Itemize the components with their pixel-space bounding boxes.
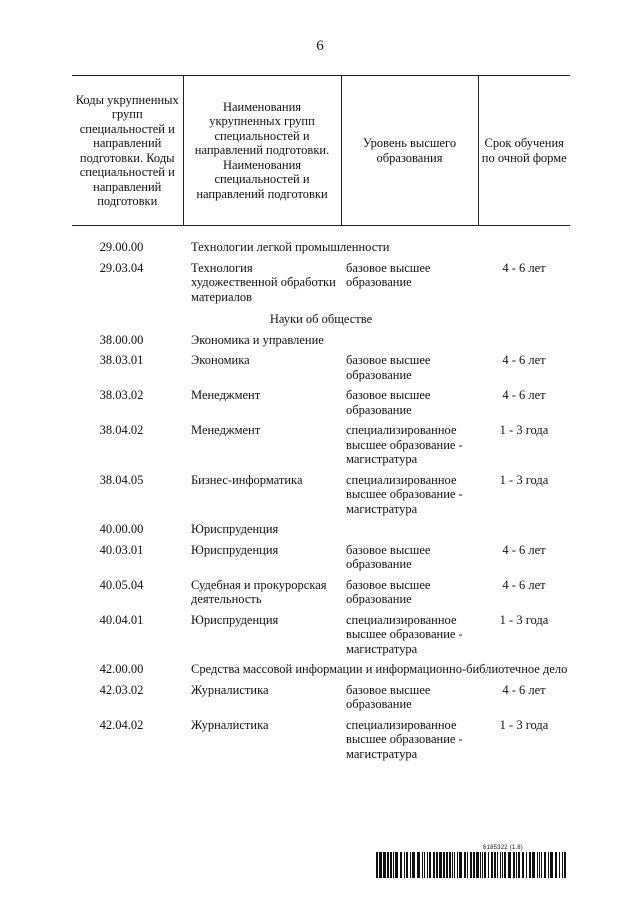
row-name: Менеджмент bbox=[191, 423, 261, 437]
row-level: специализированное высшее образование - магистратура bbox=[346, 717, 463, 761]
header-level: Уровень высшего образования bbox=[341, 76, 478, 226]
row-level: базовое высшее образование bbox=[346, 577, 431, 606]
row-name: Судебная и прокурорская деятельность bbox=[191, 577, 327, 606]
table-row-group bbox=[72, 662, 570, 683]
table-row bbox=[72, 543, 570, 578]
row-term: 1 - 3 года bbox=[499, 717, 549, 732]
row-code: 38.04.02 bbox=[99, 423, 144, 437]
row-term: 1 - 3 года bbox=[499, 472, 549, 487]
row-level: базовое высшее образование bbox=[346, 388, 431, 417]
header-codes: Коды укрупненных групп специальностей и направлений подготовки. Коды специальностей и направлений подготовки bbox=[72, 76, 183, 226]
row-name: Журналистика bbox=[191, 717, 269, 732]
row-term: 1 - 3 года bbox=[499, 423, 549, 437]
row-code: 38.04.05 bbox=[99, 472, 144, 487]
row-name: Экономика bbox=[191, 353, 250, 367]
table-row bbox=[72, 423, 570, 473]
specialties-table bbox=[72, 75, 570, 767]
row-term: 4 - 6 лет bbox=[502, 353, 546, 367]
row-level: специализированное высшее образование - магистратура bbox=[346, 612, 463, 656]
row-name: Средства массовой информации и информационно-библиотечное дело bbox=[191, 662, 568, 676]
row-code: 40.04.01 bbox=[99, 612, 144, 627]
row-level: специализированное высшее образование - магистратура bbox=[346, 423, 463, 466]
row-code: 40.00.00 bbox=[99, 522, 144, 536]
table-row bbox=[72, 613, 570, 663]
page-number: 6 bbox=[316, 38, 324, 54]
row-term: 4 - 6 лет bbox=[502, 542, 546, 557]
barcode-graphic bbox=[376, 852, 570, 878]
row-code: 38.00.00 bbox=[99, 332, 144, 347]
table-row bbox=[72, 388, 570, 423]
row-name: Журналистика bbox=[191, 682, 269, 697]
row-code: 38.03.01 bbox=[99, 353, 144, 367]
section-title: Науки об обществе bbox=[269, 312, 373, 326]
row-code: 38.03.02 bbox=[99, 388, 144, 402]
row-code: 40.03.01 bbox=[99, 542, 144, 557]
table-row bbox=[72, 683, 570, 718]
table-row-group bbox=[72, 240, 570, 261]
row-name: Экономика и управление bbox=[191, 332, 324, 347]
row-name: Юриспруденция bbox=[191, 612, 279, 627]
table-row bbox=[72, 718, 570, 768]
barcode-label: 6185322 (1.8) bbox=[483, 845, 523, 851]
row-name: Юриспруденция bbox=[191, 522, 279, 536]
table-row-group bbox=[72, 333, 570, 354]
row-term: 4 - 6 лет bbox=[502, 388, 546, 402]
row-name: Технология художественной обработки материалов bbox=[191, 260, 336, 304]
specialties-table-container bbox=[72, 75, 570, 767]
row-code: 42.03.02 bbox=[99, 682, 144, 697]
document-barcode-block bbox=[376, 845, 570, 878]
row-term: 4 - 6 лет bbox=[502, 260, 546, 275]
row-level: базовое высшее образование bbox=[346, 542, 431, 571]
table-row-group bbox=[72, 522, 570, 543]
header-term: Срок обучения по очной форме bbox=[478, 76, 570, 226]
row-term: 4 - 6 лет bbox=[502, 577, 546, 592]
row-term: 4 - 6 лет bbox=[502, 682, 546, 697]
row-code: 42.04.02 bbox=[99, 717, 144, 732]
table-header-row bbox=[72, 76, 570, 226]
row-code: 29.00.00 bbox=[99, 240, 144, 254]
table-row bbox=[72, 578, 570, 613]
row-term: 1 - 3 года bbox=[499, 612, 549, 627]
row-name: Менеджмент bbox=[191, 388, 261, 402]
row-level: базовое высшее образование bbox=[346, 682, 431, 711]
row-code: 42.00.00 bbox=[99, 662, 144, 676]
row-name: Технологии легкой промышленности bbox=[191, 240, 390, 254]
table-row bbox=[72, 261, 570, 311]
row-code: 40.05.04 bbox=[99, 577, 144, 592]
table-spacer bbox=[72, 226, 570, 241]
row-name: Юриспруденция bbox=[191, 542, 279, 557]
row-code: 29.03.04 bbox=[99, 260, 144, 275]
row-level: базовое высшее образование bbox=[346, 260, 431, 289]
header-names: Наименования укрупненных групп специальностей и направлений подготовки. Наименования специальностей и направлений подготовки bbox=[183, 76, 341, 226]
table-section-row bbox=[72, 310, 570, 333]
barcode-image bbox=[376, 852, 570, 878]
table-row bbox=[72, 353, 570, 388]
row-name: Бизнес-информатика bbox=[191, 472, 303, 487]
row-level: специализированное высшее образование - магистратура bbox=[346, 472, 463, 516]
table-row bbox=[72, 473, 570, 523]
row-level: базовое высшее образование bbox=[346, 353, 431, 382]
